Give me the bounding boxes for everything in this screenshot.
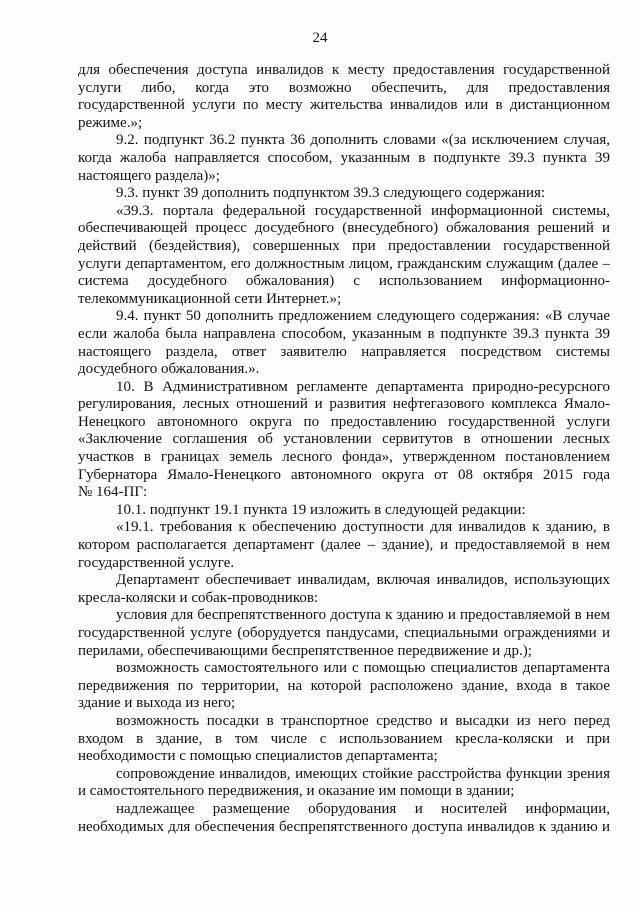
text-line: 9.4. пункт 50 дополнить предложением следующего содержания: «В случае [116,308,610,325]
text-line: здание и выхода из него; [78,695,236,712]
text-line: сопровождение инвалидов, имеющих стойкие расстройства функции зрения [116,765,610,782]
text-line: Департамент обеспечивает инвалидам, включая инвалидов, использующих [116,572,610,589]
text-line: услуги департаментом, его должностным лицом, гражданским служащим (далее – [78,255,610,272]
text-line: и самостоятельного передвижения, и оказание им помощи в здании; [78,783,515,800]
text-line: № 164-ПГ: [78,484,148,501]
text-line: когда жалоба направляется способом, указанным в подпункте 39.3 пункта 39 [78,149,610,166]
text-line: возможность самостоятельного или с помощью специалистов департамента [116,660,610,677]
text-line: если жалоба была направлена способом, указанным в подпункте 39.3 пункта 39 [78,325,610,342]
text-line: «Заключение соглашения об установлении сервитутов в отношении лесных [78,431,610,448]
document-body [78,62,610,836]
text-line: входом в здание, в том числе с использованием кресла-коляски и при [78,730,610,747]
text-line: 9.2. подпункт 36.2 пункта 36 дополнить словами «(за исключением случая, [116,132,610,149]
text-line: государственной услуги по месту жительства инвалидов или в дистанционном [78,97,610,114]
text-line: досудебного обжалования.». [78,361,260,378]
text-line: государственной услуге (оборудуется пандусами, специальными ограждениями и [78,625,610,641]
text-line: телекоммуникационной сети Интернет.»; [78,290,342,307]
text-line: настоящего раздела)»; [78,167,220,184]
text-line: возможность посадки в транспортное средство и высадки из него перед [116,712,610,729]
text-line: Ненецкого автономного округа по предоставлению государственной услуги [78,413,610,430]
text-line: услуги либо, когда это возможно обеспечить, для предоставления [78,79,610,96]
text-line: участков в границах земель лесного фонда», утвержденном постановлением [78,449,610,466]
page-number: 24 [312,30,328,46]
text-line: перилами, обеспечивающими беспрепятственное передвижение и др.); [78,642,532,659]
text-line: 9.3. пункт 39 дополнить подпунктом 39.3 следующего содержания: [116,185,546,202]
text-line: «19.1. требования к обеспечению доступности для инвалидов к зданию, в [116,519,610,536]
text-line: «39.3. портала федеральной государственной информационной системы, [116,202,610,219]
text-line: регулирования, лесных отношений и развития нефтегазового комплекса Ямало- [78,396,610,413]
text-line: действий (бездействия), совершенных при предоставлении государственной [78,237,610,254]
text-line: котором располагается департамент (далее – здание), и предоставляемой в нем [78,537,610,554]
text-line: 10. В Административном регламенте департамента природно-ресурсного [116,378,610,395]
text-line: надлежащее размещение оборудования и носителей информации, [116,800,610,817]
text-line: система досудебного обжалования) с использованием информационно- [78,273,610,290]
text-line: Губернатора Ямало-Ненецкого автономного округа от 08 октября 2015 года [78,466,610,483]
text-line: для обеспечения доступа инвалидов к месту предоставления государственной [78,62,610,78]
text-line: передвижения по территории, на которой расположено здание, входа в такое [78,677,610,694]
text-line: необходимости с помощью специалистов департамента; [78,748,438,765]
text-line: настоящего раздела, ответ заявителю направляется посредством системы [78,343,610,360]
text-line: государственной услуге. [78,554,235,571]
text-line: необходимых для обеспечения беспрепятственного доступа инвалидов к зданию и [78,818,610,835]
text-line: режиме.»; [78,114,143,131]
text-line: кресла-коляски и собак-проводников: [78,589,319,606]
text-line: обеспечивающей процесс досудебного (внесудебного) обжалования решений и [78,220,610,237]
text-line: условия для беспрепятственного доступа к зданию и предоставляемой в нем [116,607,610,624]
text-line: 10.1. подпункт 19.1 пункта 19 изложить в следующей редакции: [116,501,526,518]
